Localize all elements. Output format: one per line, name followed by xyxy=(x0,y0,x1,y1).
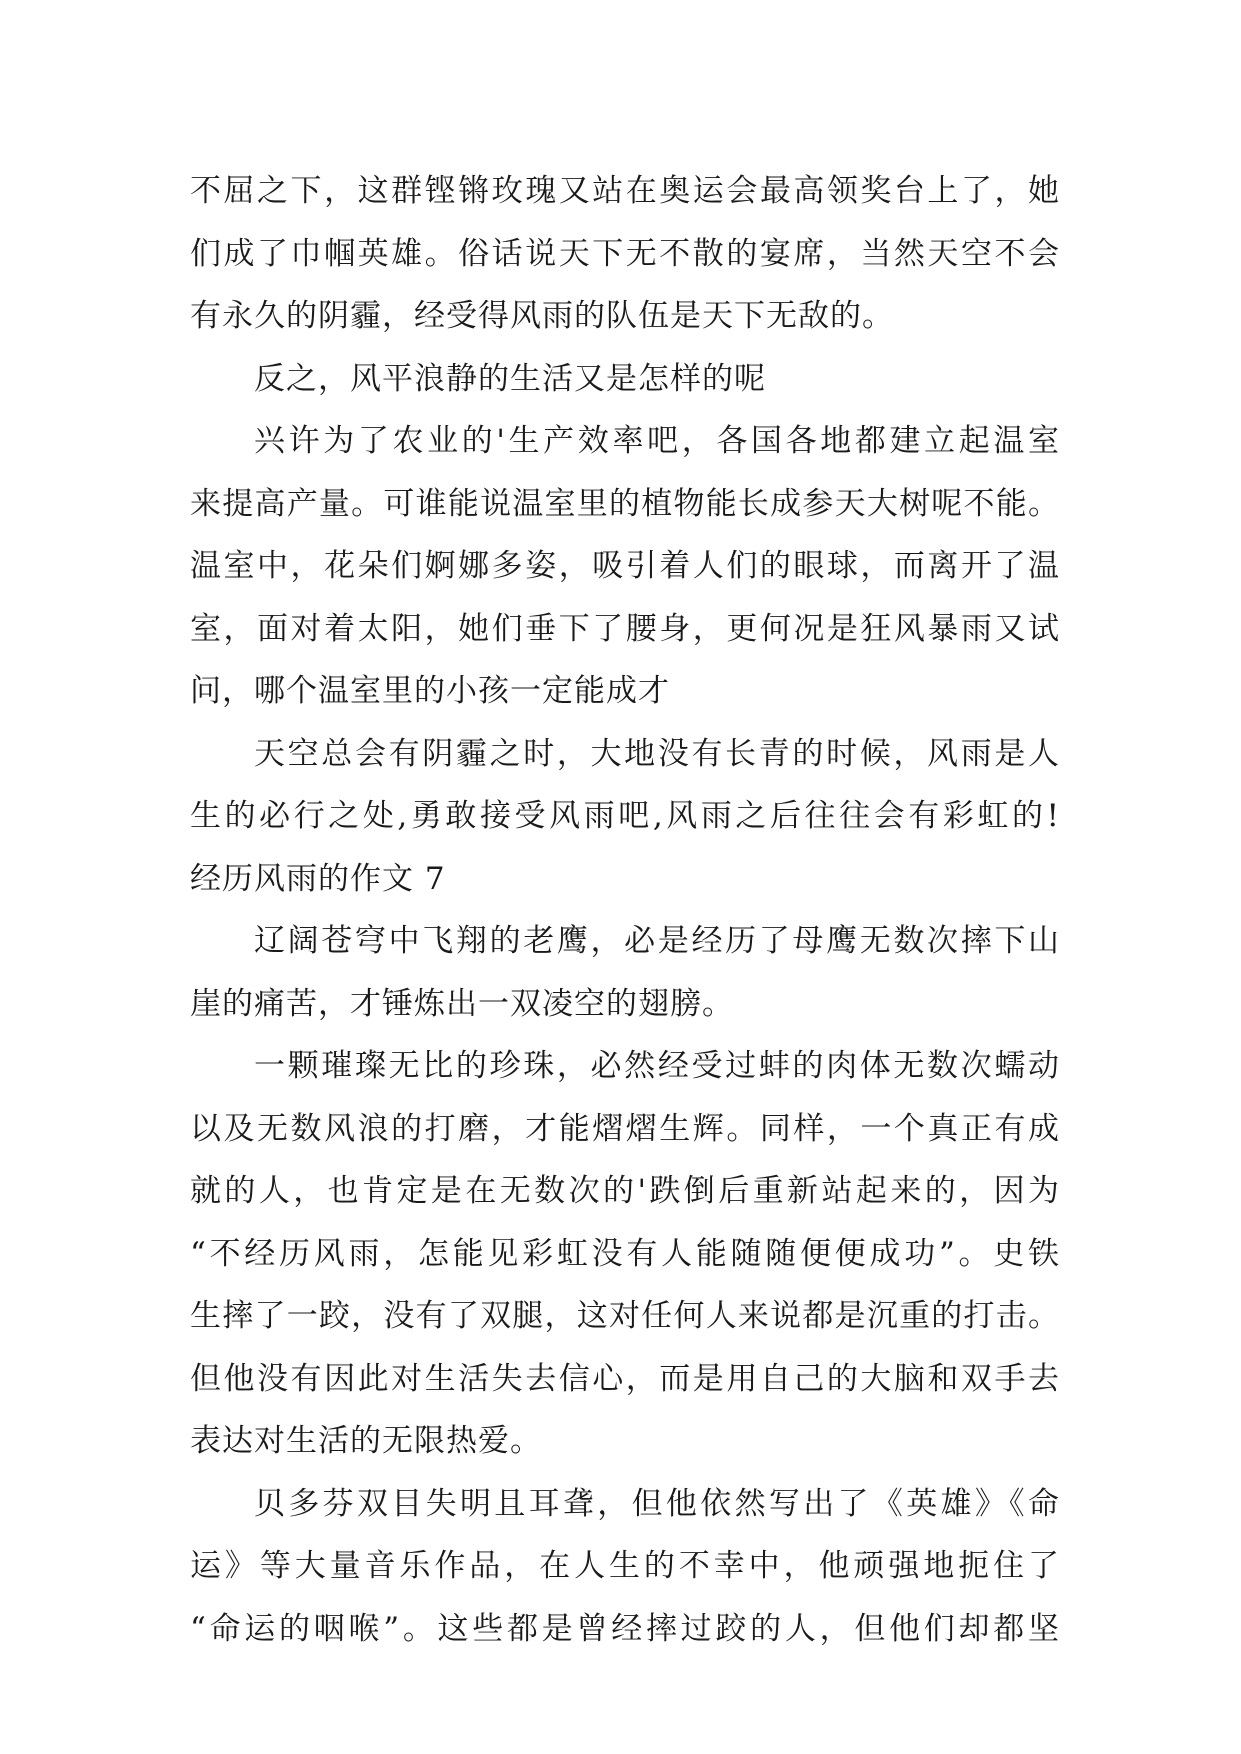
section-heading: 经历风雨的作文 7 xyxy=(190,860,446,897)
text-line: “不经历风雨，怎能见彩虹没有人能随随便便成功”。史铁 xyxy=(190,1235,1060,1272)
text-line: 运》等大量音乐作品，在人生的不幸中，他顽强地扼住了 xyxy=(190,1548,1060,1584)
text-line: 室，面对着太阳，她们垂下了腰身，更何况是狂风暴雨又试 xyxy=(190,610,1060,647)
paragraph-start-line: 反之，风平浪静的生活又是怎样的呢 xyxy=(254,360,766,397)
paragraph-start-line: 一颗璀璨无比的珍珠，必然经受过蚌的肉体无数次蠕动 xyxy=(254,1048,1060,1084)
text-line: 问，哪个温室里的小孩一定能成才 xyxy=(190,673,670,709)
text-line: 表达对生活的无限热爱。 xyxy=(190,1423,542,1459)
text-line: “命运的咽喉”。这些都是曾经摔过跤的人，但他们却都坚 xyxy=(190,1610,1060,1647)
text-line: 生摔了一跤，没有了双腿，这对任何人来说都是沉重的打击。 xyxy=(190,1298,1060,1334)
paragraph-start-line: 兴许为了农业的'生产效率吧，各国各地都建立起温室 xyxy=(254,423,1060,459)
text-line: 生的必行之处,勇敢接受风雨吧,风雨之后往往会有彩虹的! xyxy=(190,798,1060,834)
paragraph-start-line: 天空总会有阴霾之时，大地没有长青的时候，风雨是人 xyxy=(254,735,1060,772)
text-line: 但他没有因此对生活失去信心，而是用自己的大脑和双手去 xyxy=(190,1360,1060,1397)
text-line: 不屈之下，这群铿锵玫瑰又站在奥运会最高领奖台上了，她 xyxy=(190,173,1060,209)
text-line: 温室中，花朵们婀娜多姿，吸引着人们的眼球，而离开了温 xyxy=(190,548,1060,584)
text-line: 以及无数风浪的打磨，才能熠熠生辉。同样，一个真正有成 xyxy=(190,1110,1060,1147)
text-line: 有永久的阴霾，经受得风雨的队伍是天下无敌的。 xyxy=(190,298,894,334)
text-line: 们成了巾帼英雄。俗话说天下无不散的宴席，当然天空不会 xyxy=(190,235,1060,272)
paragraph-start-line: 辽阔苍穹中飞翔的老鹰，必是经历了母鹰无数次摔下山 xyxy=(254,923,1060,959)
paragraph-start-line: 贝多芬双目失明且耳聋，但他依然写出了《英雄》《命 xyxy=(254,1485,1060,1522)
text-line: 来提高产量。可谁能说温室里的植物能长成参天大树呢不能。 xyxy=(190,485,1060,522)
text-line: 就的人，也肯定是在无数次的'跌倒后重新站起来的，因为 xyxy=(190,1173,1060,1209)
document-body xyxy=(190,160,1060,1660)
text-line: 崖的痛苦，才锤炼出一双凌空的翅膀。 xyxy=(190,985,734,1022)
